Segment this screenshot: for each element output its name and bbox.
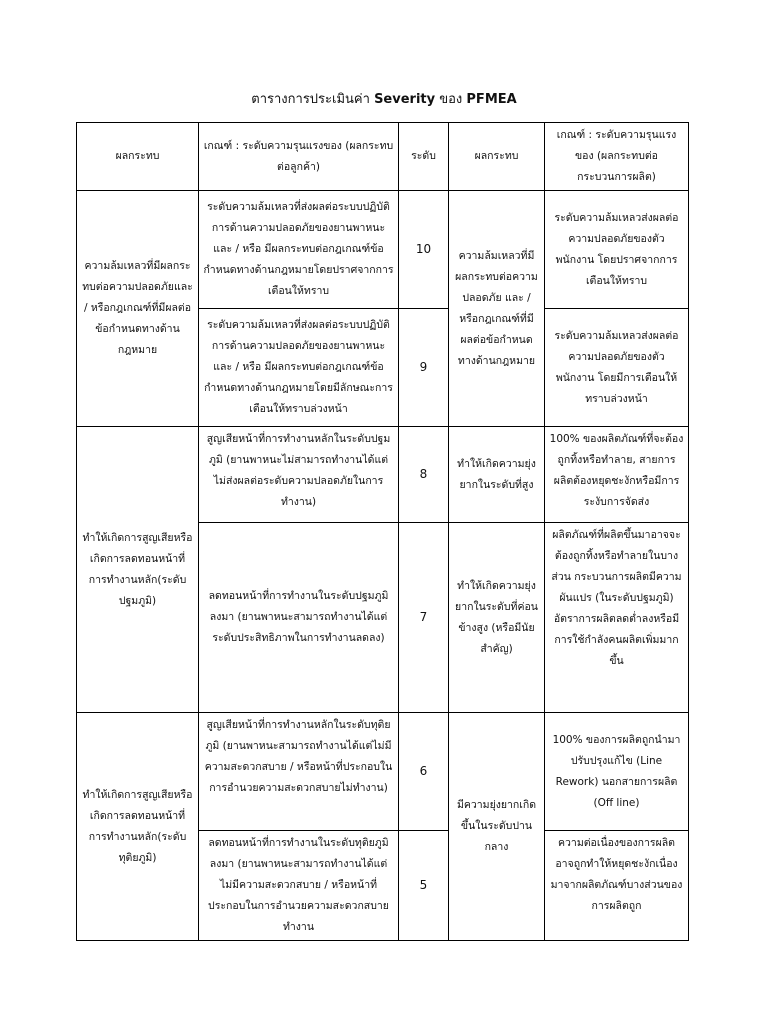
effect-cell: ทำให้เกิดการสูญเสียหรือเกิดการลดทอนหน้าที่การทำงานหลัก(ระดับปฐมภูมิ) bbox=[77, 427, 199, 713]
process-criteria-cell: 100% ของการผลิตถูกนำมาปรับปรุงแก้ไข (Line Rework) นอกสายการผลิต (Off line) bbox=[545, 713, 689, 831]
customer-criteria-cell: ระดับความล้มเหลวที่ส่งผลต่อระบบปฏิบัติการด้านความปลอดภัยของยานพาหนะ และ / หรือ มีผลกระทบต่อกฎเกณฑ์ข้อกำหนดทางด้านกฎหมายโดยมีลักษณะการเตือนให้ทราบล่วงหน้า bbox=[199, 309, 399, 427]
effect-cell: ความล้มเหลวที่มีผลกระทบต่อความปลอดภัยและ / หรือกฎเกณฑ์ที่มีผลต่อข้อกำหนดทางด้านกฎหมาย bbox=[77, 191, 199, 427]
header-rank: ระดับ bbox=[399, 123, 449, 191]
header-customer-criteria: เกณฑ์ : ระดับความรุนแรงของ (ผลกระทบต่อลูกค้า) bbox=[199, 123, 399, 191]
customer-criteria-cell: ลดทอนหน้าที่การทำงานในระดับปฐมภูมิลงมา (ยานพาหนะสามารถทำงานได้แต่ระดับประสิทธิภาพในการทำงานลดลง) bbox=[199, 523, 399, 713]
customer-criteria-cell: ลดทอนหน้าที่การทำงานในระดับทุติยภูมิลงมา (ยานพาหนะสามารถทำงานได้แต่ไม่มีความสะดวกสบาย / หรือหน้าที่ประกอบในการอำนวยความสะดวกสบายทำงาน bbox=[199, 831, 399, 941]
rank-cell: 10 bbox=[399, 191, 449, 309]
header-effect-process: ผลกระทบ bbox=[449, 123, 545, 191]
process-effect-cell: ทำให้เกิดความยุ่งยากในระดับที่ค่อนข้างสูง (หรือมีนัยสำคัญ) bbox=[449, 523, 545, 713]
table-row bbox=[77, 191, 689, 309]
rank-cell: 9 bbox=[399, 309, 449, 427]
process-criteria-cell: ผลิตภัณฑ์ที่ผลิตขึ้นมาอาจจะต้องถูกทิ้งหรือทำลายในบางส่วน กระบวนการผลิตมีความผันแปร (ในระดับปฐมภูมิ) อัตราการผลิตลดต่ำลงหรือมีการใช้กำลังคนผลิตเพิ่มมากขึ้น bbox=[545, 523, 689, 713]
severity-table bbox=[76, 122, 689, 941]
effect-cell: ทำให้เกิดการสูญเสียหรือเกิดการลดทอนหน้าที่การทำงานหลัก(ระดับทุติยภูมิ) bbox=[77, 713, 199, 941]
table-row bbox=[77, 713, 689, 831]
process-effect-cell: ทำให้เกิดความยุ่งยากในระดับที่สูง bbox=[449, 427, 545, 523]
header-process-criteria: เกณฑ์ : ระดับความรุนแรงของ (ผลกระทบต่อกระบวนการผลิต) bbox=[545, 123, 689, 191]
process-criteria-cell: ระดับความล้มเหลวส่งผลต่อความปลอดภัยของตัวพนักงาน โดยปราศจากการเตือนให้ทราบ bbox=[545, 191, 689, 309]
rank-cell: 5 bbox=[399, 831, 449, 941]
page-title: ตารางการประเมินค่า Severity ของ PFMEA bbox=[251, 92, 517, 107]
process-effect-cell: มีความยุ่งยากเกิดขึ้นในระดับปานกลาง bbox=[449, 713, 545, 941]
table-row bbox=[77, 427, 689, 523]
rank-cell: 7 bbox=[399, 523, 449, 713]
header-effect: ผลกระทบ bbox=[77, 123, 199, 191]
process-criteria-cell: 100% ของผลิตภัณฑ์ที่จะต้องถูกทิ้งหรือทำลาย, สายการผลิตต้องหยุดชะงักหรือมีการระงับการจัดส่ง bbox=[545, 427, 689, 523]
customer-criteria-cell: ระดับความล้มเหลวที่ส่งผลต่อระบบปฏิบัติการด้านความปลอดภัยของยานพาหนะ และ / หรือ มีผลกระทบต่อกฎเกณฑ์ข้อกำหนดทางด้านกฎหมายโดยปราศจากการเตือนให้ทราบ bbox=[199, 191, 399, 309]
table-header-row bbox=[77, 123, 689, 191]
process-criteria-cell: ระดับความล้มเหลวส่งผลต่อความปลอดภัยของตัวพนักงาน โดยมีการเตือนให้ทราบล่วงหน้า bbox=[545, 309, 689, 427]
rank-cell: 8 bbox=[399, 427, 449, 523]
rank-cell: 6 bbox=[399, 713, 449, 831]
customer-criteria-cell: สูญเสียหน้าที่การทำงานหลักในระดับปฐมภูมิ (ยานพาหนะไม่สามารถทำงานได้แต่ไม่ส่งผลต่อระดับความปลอดภัยในการทำงาน) bbox=[199, 427, 399, 523]
process-effect-cell: ความล้มเหลวที่มีผลกระทบต่อความปลอดภัย และ / หรือกฎเกณฑ์ที่มีผลต่อข้อกำหนดทางด้านกฎหมาย bbox=[449, 191, 545, 427]
customer-criteria-cell: สูญเสียหน้าที่การทำงานหลักในระดับทุติยภูมิ (ยานพาหนะสามารถทำงานได้แต่ไม่มีความสะดวกสบาย / หรือหน้าที่ประกอบในการอำนวยความสะดวกสบายไม่ทำงาน) bbox=[199, 713, 399, 831]
process-criteria-cell: ความต่อเนื่องของการผลิตอาจถูกทำให้หยุดชะงักเนื่องมาจากผลิตภัณฑ์บางส่วนของการผลิตถูก bbox=[545, 831, 689, 941]
